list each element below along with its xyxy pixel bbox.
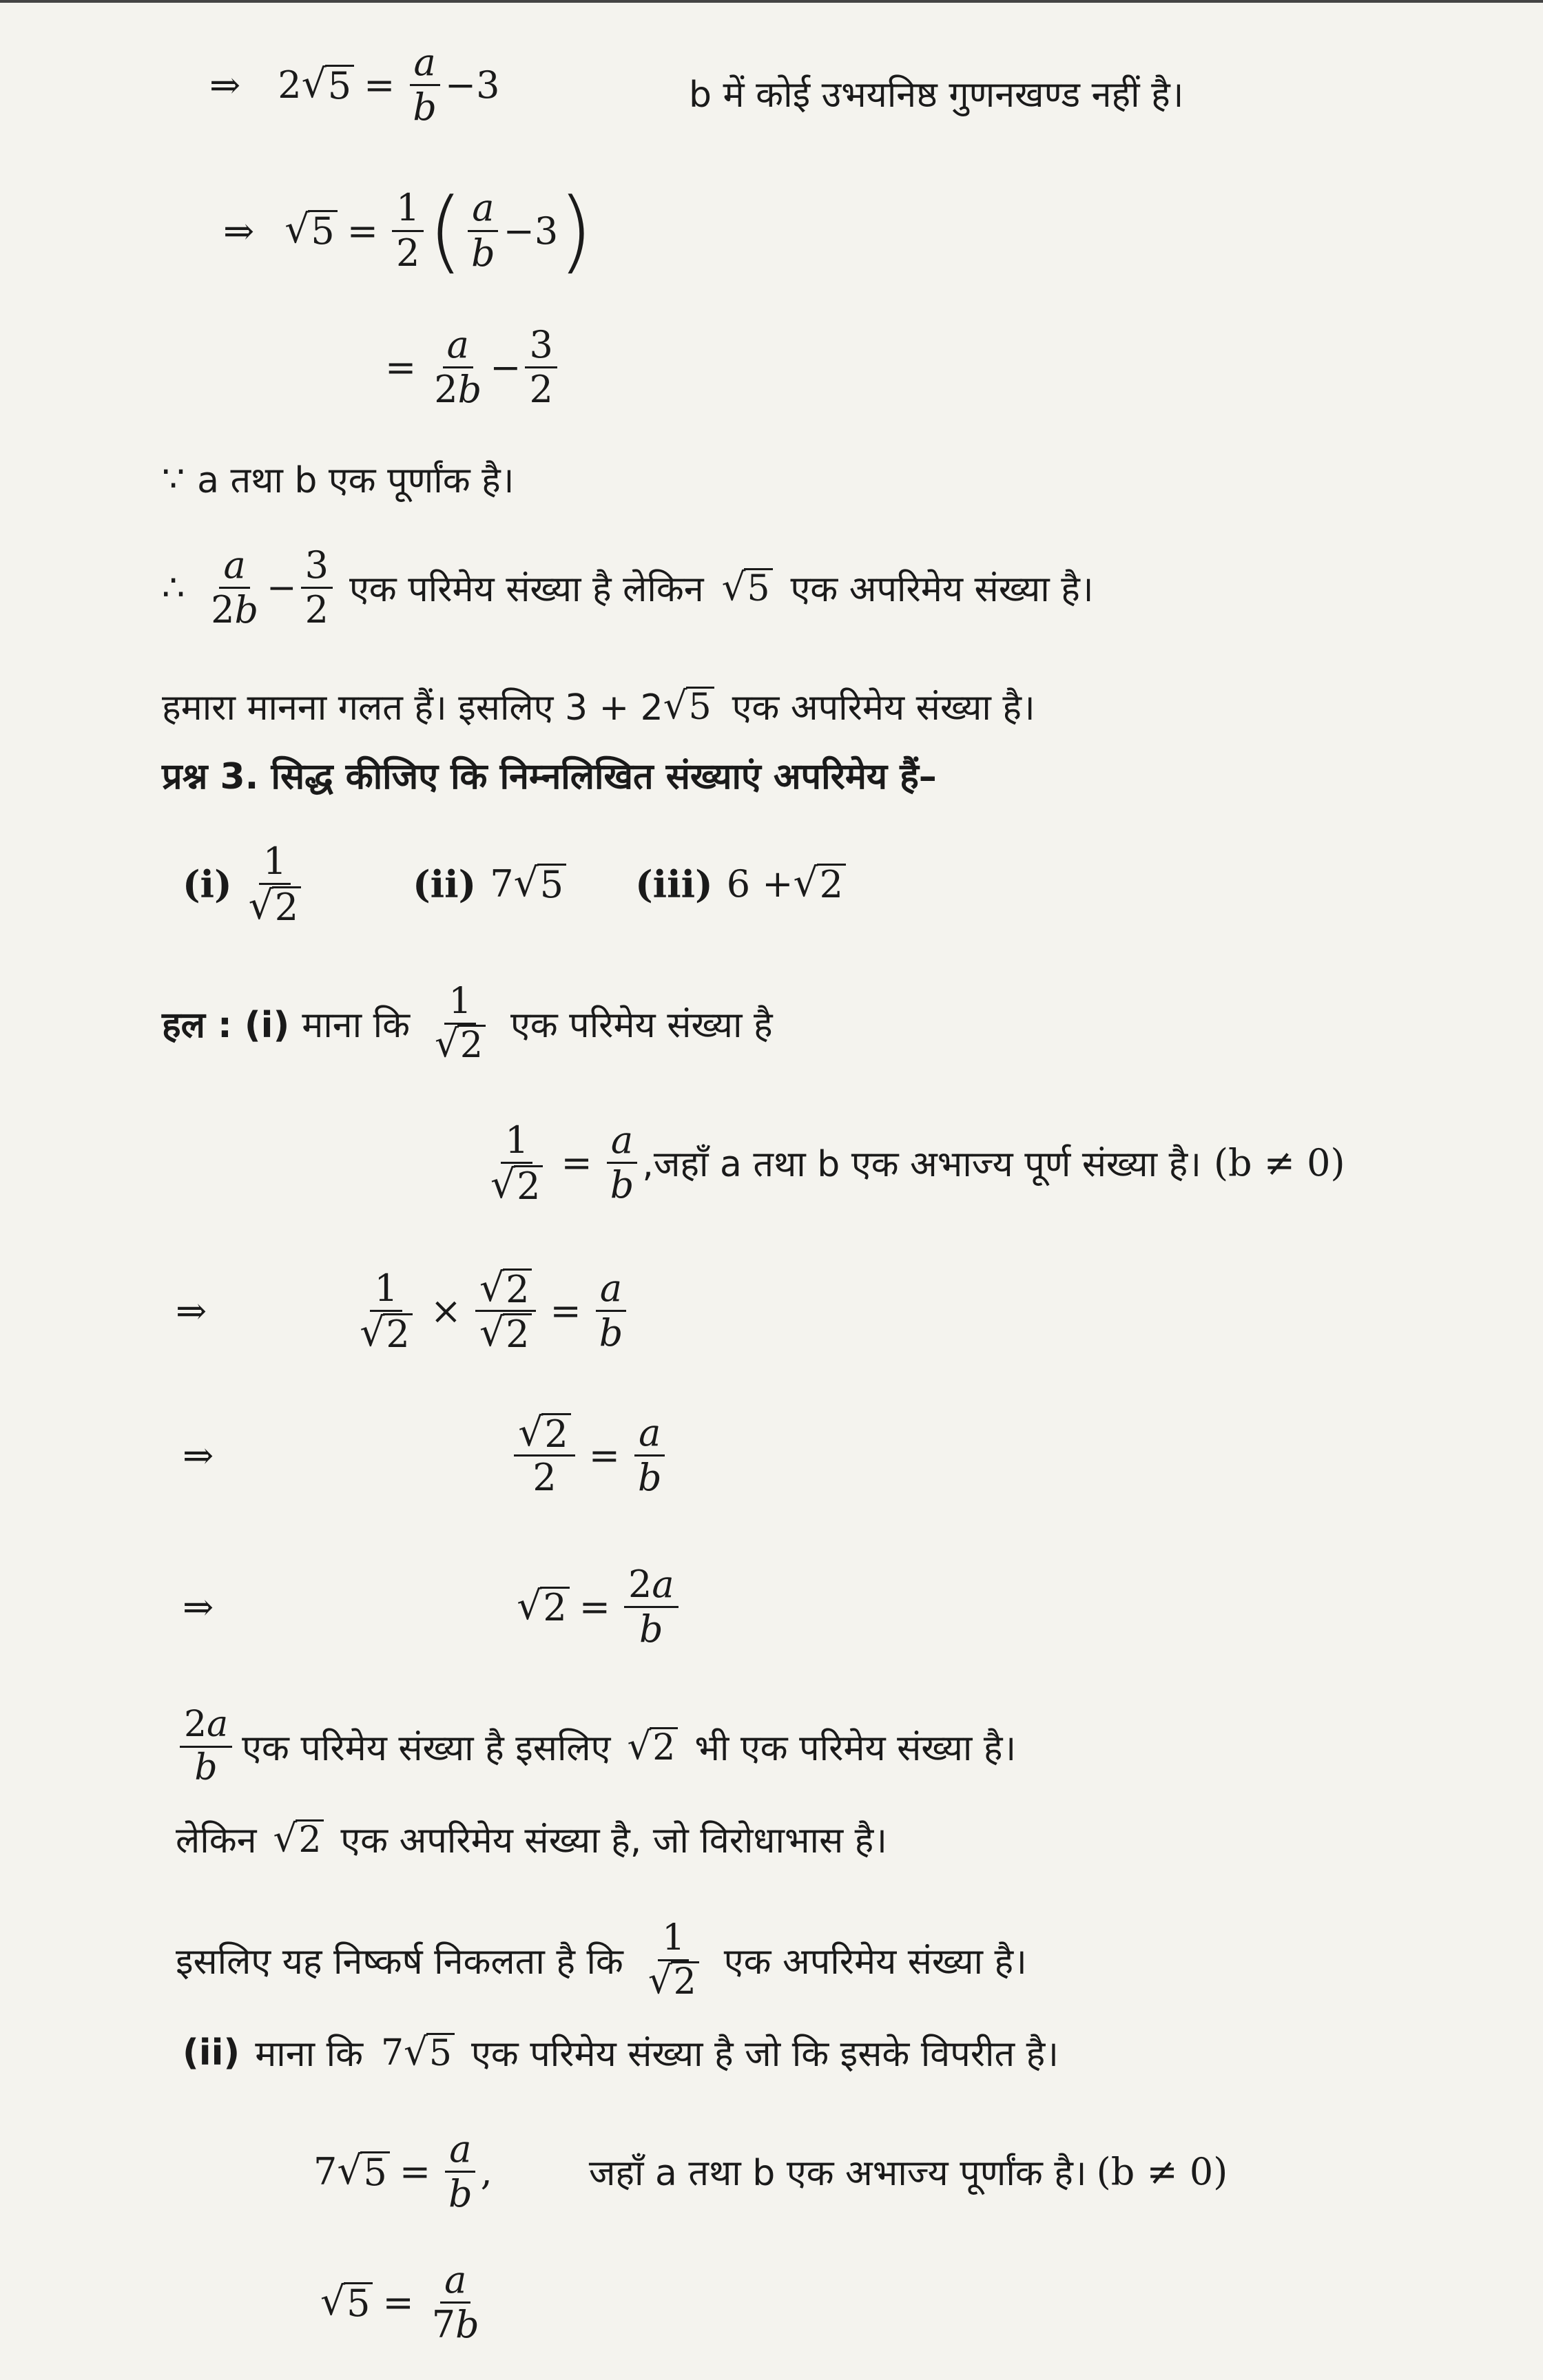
solution-label: हल : (i): [162, 1004, 290, 1046]
contradiction-text: एक अपरिमेय संख्या है, जो विरोधाभास है।: [340, 1820, 887, 1861]
solution-eq-1: 1 √ 2 = $\frac{a}{b}$ ,जहाँ a तथा b एक अभाज्य पूर्ण संख्या है। (b ≠ 0): [490, 1118, 1345, 1209]
assume-text: माना कि: [302, 1004, 411, 1046]
top-rule: [0, 0, 1543, 3]
part-ii-line: (ii) माना कि 7 √ 5 एक परिमेय संख्या है जो कि इसके विपरीत है।: [183, 2028, 1059, 2077]
conclusion-text-2: एक अपरिमेय संख्या है।: [723, 1941, 1027, 1983]
rational-statement-text-2: भी एक परिमेय संख्या है।: [694, 1727, 1017, 1769]
conclusion-line-2: इसलिए यह निष्कर्ष निकलता है कि 1 √ 2 एक अपरिमेय संख्या है।: [176, 1917, 1027, 2003]
part-ii-assume: माना कि: [255, 2034, 364, 2075]
part-ii-eq-2: √ 5 = $\frac{a}{7b}$: [320, 2258, 479, 2347]
irrational-text-2: एक अपरिमेय संख्या है।: [732, 687, 1035, 729]
wrong-assumption-text: हमारा मानना गलत हैं। इसलिए 3 + 2: [162, 687, 663, 729]
part-ii-label: (ii): [183, 2032, 240, 2074]
conclusion-line-1: हमारा मानना गलत हैं। इसलिए 3 + 2 √ 5 एक अपरिमेय संख्या है।: [162, 682, 1035, 731]
b-not-zero: (b ≠ 0): [1213, 1141, 1345, 1185]
part-ii-b-not-zero: (b ≠ 0): [1096, 2150, 1228, 2194]
rational-statement: $\frac{2a}{b}$ एक परिमेय संख्या है इसलिए √ 2 भी एक परिमेय संख्या है।: [176, 1704, 1016, 1789]
eq-line-1: ⇒ 2 √ 5 = $\frac{a}{b}$ −3: [209, 41, 500, 129]
because-text: a तथा b एक पूर्णांक है।: [197, 460, 515, 501]
option-i-label: (i): [183, 862, 232, 906]
note-no-common-factor: [689, 69, 1183, 118]
solution-eq-4: ⇒ √ 2 = $\frac{2a}{b}$: [183, 1563, 683, 1651]
solution-eq-3: ⇒ √ 2 2 = $\frac{a}{b}$: [183, 1412, 670, 1499]
rational-text: एक परिमेय संख्या है लेकिन: [349, 569, 704, 611]
where-text: ,जहाँ a तथा b एक अभाज्य पूर्ण संख्या है।: [642, 1144, 1201, 1186]
therefore-line: ∴ $\frac{a}{2b}$ − $\frac{3}{2}$ एक परिमेय संख्या है लेकिन √ 5 एक अपरिमेय संख्या है।: [162, 543, 1094, 632]
option-ii-label: (ii): [413, 862, 477, 906]
eq-line-3: = $\frac{a}{2b}$ − $\frac{3}{2}$: [375, 324, 561, 411]
contradiction-line: लेकिन √ 2 एक अपरिमेय संख्या है, जो विरोधाभास है।: [176, 1815, 887, 1864]
rational-statement-text-1: एक परिमेय संख्या है इसलिए: [242, 1727, 611, 1769]
rational-assume-text: एक परिमेय संख्या है: [510, 1004, 773, 1046]
option-iii-label: (iii): [635, 862, 713, 906]
question-3-text: प्रश्न 3. सिद्ध कीजिए कि निम्नलिखित संख्याएं अपरिमेय हैं–: [162, 756, 937, 797]
solution-line-1: हल : (i) माना कि 1 √ 2 एक परिमेय संख्या है: [162, 981, 773, 1066]
question-options: (i) 1 √ 2 (ii) 7 √ 5 (iii) 6 + √ 2: [183, 840, 846, 928]
part-ii-eq-1: 7 √ 5 = $\frac{a}{b}$ , जहाँ a तथा b एक अभाज्य पूर्णांक है। (b ≠ 0): [313, 2127, 1228, 2216]
question-3-heading: [162, 751, 937, 800]
solution-eq-2: ⇒ 1 √ 2 × √ 2 √ 2 = $\frac{a}{b}$: [176, 1267, 631, 1355]
but-text: लेकिन: [176, 1820, 257, 1861]
part-ii-statement: एक परिमेय संख्या है जो कि इसके विपरीत है।: [471, 2034, 1059, 2075]
eq-line-2: ⇒ √ 5 = $\frac{1}{2}$ ( $\frac{a}{b}$ −3 ): [223, 178, 593, 283]
part-ii-where: जहाँ a तथा b एक अभाज्य पूर्णांक है।: [588, 2153, 1087, 2195]
note-text: b में कोई उभयनिष्ठ गुणनखण्ड नहीं है।: [689, 74, 1184, 116]
because-line: ∵ a तथा b एक पूर्णांक है।: [162, 455, 515, 503]
conclusion-text-1: इसलिए यह निष्कर्ष निकलता है कि: [176, 1941, 623, 1983]
irrational-text: एक अपरिमेय संख्या है।: [790, 569, 1094, 611]
